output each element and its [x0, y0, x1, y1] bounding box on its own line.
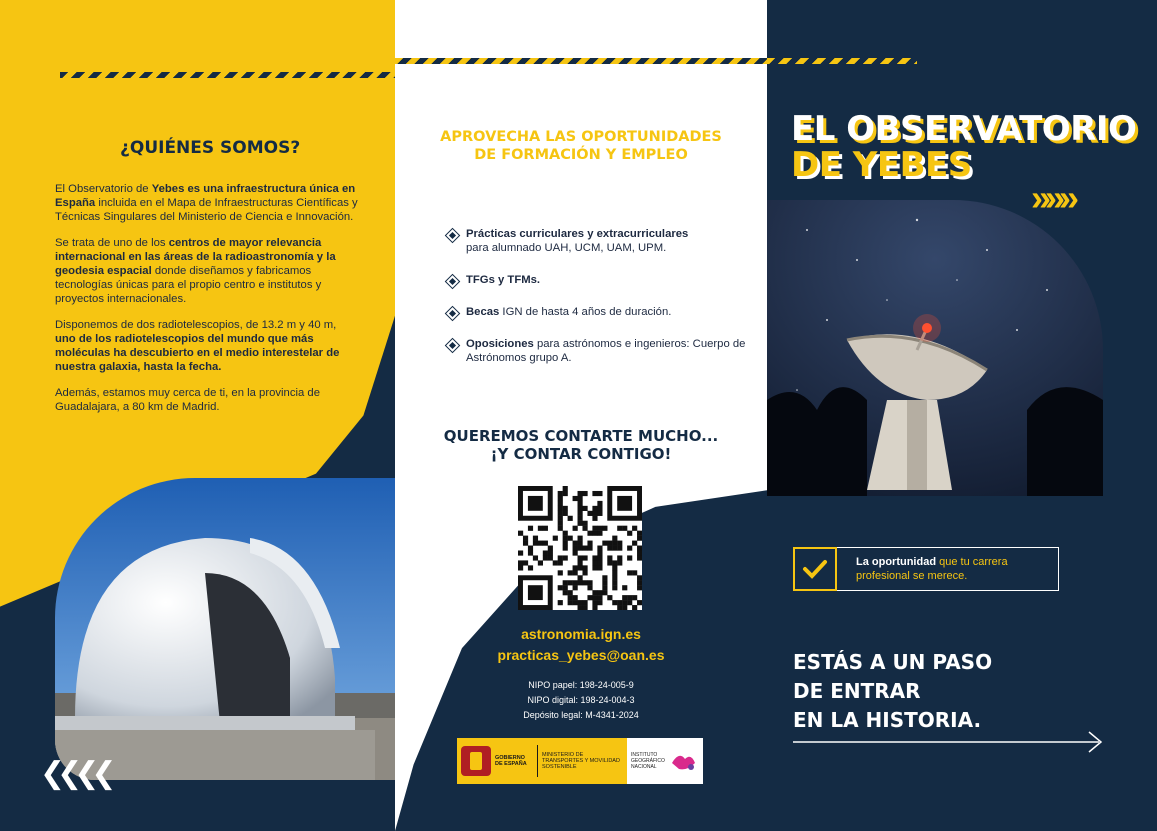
hazard-stripe — [767, 58, 917, 64]
contact-links — [395, 624, 767, 666]
paragraph-4: Además, estamos muy cerca de ti, en la provincia de Guadalajara, a 80 km de Madrid. — [55, 387, 320, 413]
cnig-logo-icon — [669, 749, 697, 773]
left-panel — [0, 0, 395, 831]
checkmark-icon — [795, 549, 835, 589]
diamond-bullet-icon — [445, 228, 461, 244]
diamond-bullet-icon — [445, 306, 461, 322]
badge-text: La oportunidad que tu carrera profesional se merece. — [856, 556, 1008, 582]
website-link[interactable]: astronomia.ign.es — [521, 626, 641, 642]
right-panel — [767, 0, 1157, 831]
radiotelescope-illustration — [767, 200, 1103, 496]
coat-of-arms-icon — [461, 746, 491, 776]
history-tagline: ESTÁS A UN PASO DE ENTRAR EN LA HISTORIA. — [793, 650, 993, 732]
list-item: Prácticas curriculares y extracurriculares para alumnado UAH, UCM, UAM, UPM. — [447, 227, 747, 255]
government-logo: GOBIERNO DE ESPAÑA MINISTERIO DE TRANSPORTES Y MOVILIDAD SOSTENIBLE — [457, 738, 627, 784]
main-title: EL OBSERVATORIO — [791, 109, 1137, 149]
arrow-right-icon — [793, 728, 1105, 756]
list-item: Oposiciones para astrónomos e ingenieros: Cuerpo de Astrónomos grupo A. — [447, 337, 747, 365]
about-text — [55, 182, 360, 426]
hazard-stripe — [60, 72, 395, 78]
dome-illustration — [55, 478, 395, 780]
dome-photo — [55, 478, 395, 780]
opportunities-heading: APROVECHA LAS OPORTUNIDADES DE FORMACIÓN Y EMPLEO — [440, 129, 722, 163]
paragraph-3: Disponemos de dos radiotelescopios, de 13.2 m y 40 m, uno de los radiotelescopios del mundo que más moléculas ha descubierto en el medio interestelar de nuestra galaxia, hasta la fecha. — [55, 319, 340, 373]
list-item: Becas IGN de hasta 4 años de duración. — [447, 305, 747, 319]
paragraph-1: El Observatorio de Yebes es una infraestructura única en España incluida en el Mapa de Infraestructuras Científicas y Técnicas Singulares del Ministerio de Ciencia e Innovación. — [55, 183, 358, 223]
telescope-photo — [767, 200, 1103, 496]
qr-code-icon — [518, 486, 642, 610]
paragraph-2: Se trata de uno de los centros de mayor relevancia internacional en las áreas de la radioastronomía y la geodesia espacial donde diseñamos y fabricamos tecnologías únicas para el propio centro e institutos y proyectos internacionales. — [55, 237, 336, 305]
ign-logo: INSTITUTO GEOGRÁFICO NACIONAL — [627, 738, 703, 784]
opportunities-list — [447, 227, 747, 383]
legal-info: NIPO papel: 198-24-005-9 NIPO digital: 198-24-004-3 Depósito legal: M-4341-2024 — [523, 680, 639, 720]
chevrons-icon: »»» — [1031, 177, 1074, 218]
section-heading: ¿QUIÉNES SOMOS? — [120, 138, 301, 158]
cta-heading: QUEREMOS CONTARTE MUCHO... ¡Y CONTAR CONTIGO! — [443, 427, 719, 463]
email-link[interactable]: practicas_yebes@oan.es — [497, 647, 665, 663]
back-arrows-icon[interactable]: ❮❮❮❮ — [40, 756, 109, 791]
hazard-stripe — [395, 58, 767, 64]
diamond-bullet-icon — [445, 338, 461, 354]
logo-strip — [457, 738, 703, 784]
middle-panel — [395, 0, 767, 831]
diamond-bullet-icon — [445, 274, 461, 290]
list-item: TFGs y TFMs. — [447, 273, 747, 287]
opportunity-badge — [793, 547, 1059, 591]
main-title-2: DE YEBES — [791, 145, 972, 185]
qr-code[interactable] — [518, 486, 642, 610]
check-box — [793, 547, 837, 591]
